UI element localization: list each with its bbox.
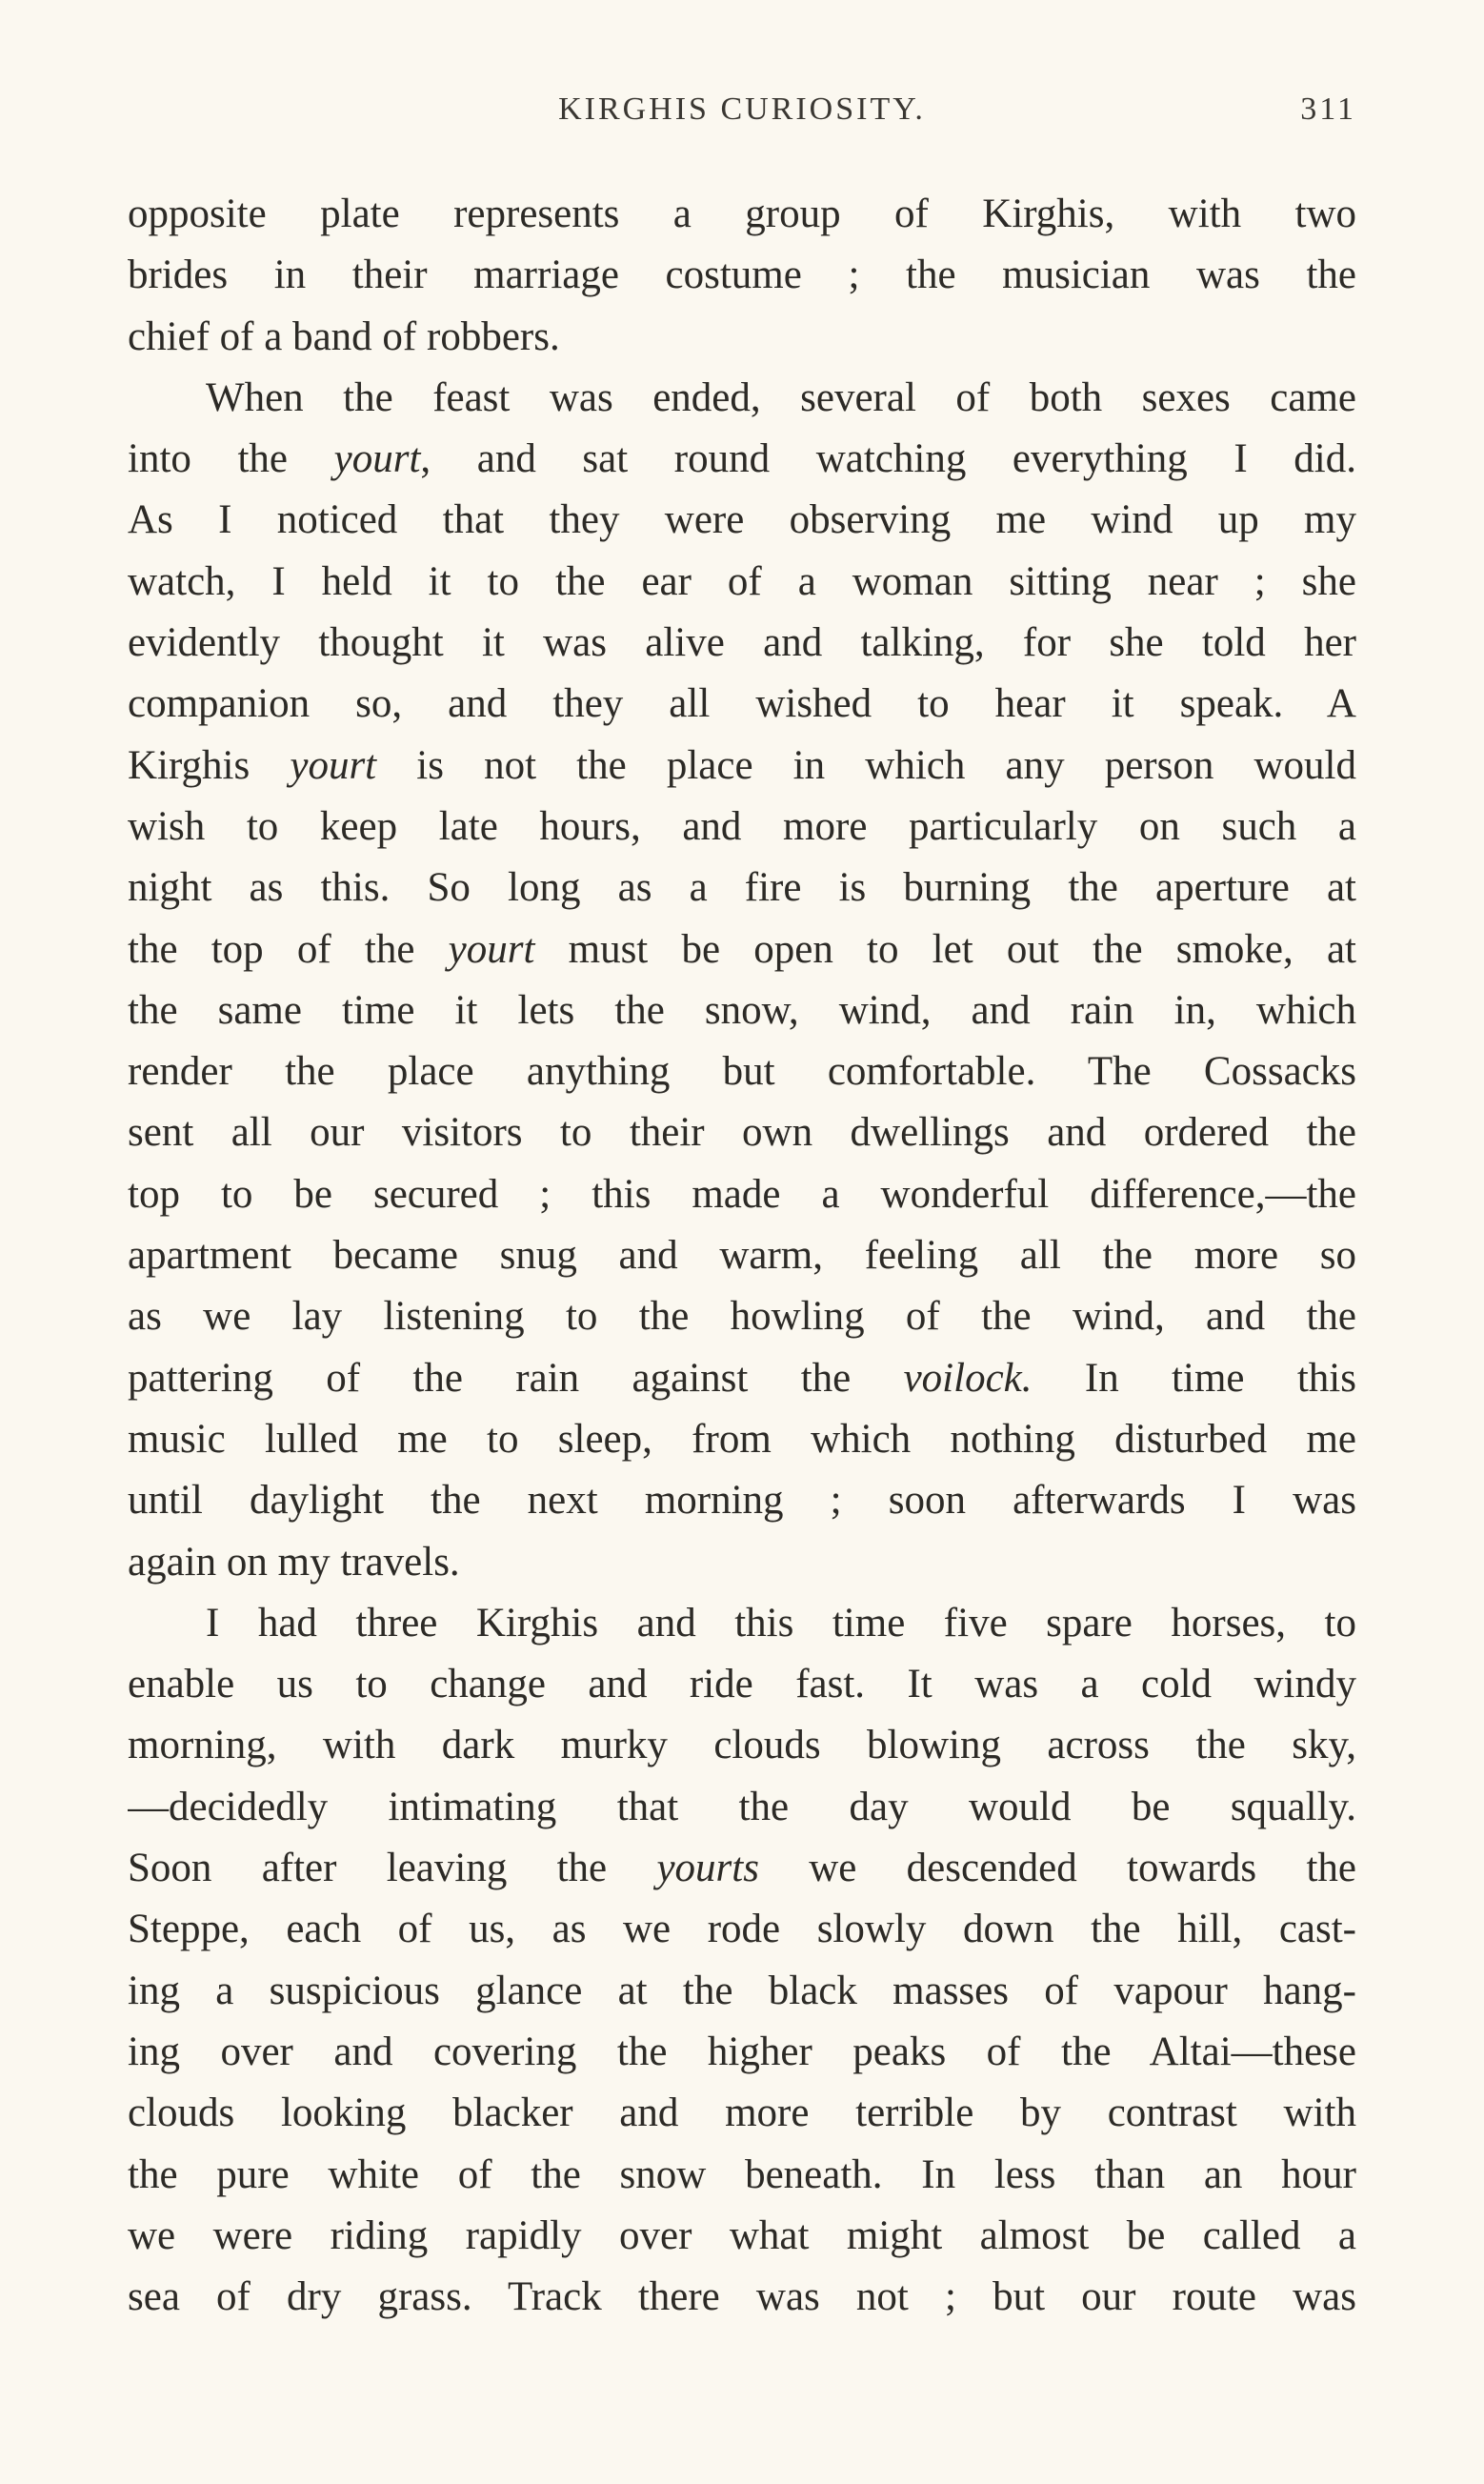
text-segment: Soon after leaving the [128, 1846, 657, 1891]
text-line [128, 184, 1356, 245]
text-segment: the pure white of the snow beneath. In less than an hour [128, 2151, 1356, 2197]
italic-term: voilock. [903, 1355, 1033, 1401]
text-segment: pattering of the rain against the [128, 1355, 904, 1401]
text-segment: clouds looking blacker and more terrible by contrast with [128, 2090, 1356, 2136]
running-title: KIRGHIS CURIOSITY. [558, 91, 926, 127]
text-segment: is not the place in which any person would [376, 742, 1356, 788]
text-segment: enable us to change and ride fast. It was a cold windy [128, 1662, 1356, 1707]
text-segment: When the feast was ended, several of both sexes came [206, 374, 1356, 420]
italic-term: yourts [656, 1846, 759, 1891]
text-line [128, 1532, 1356, 1593]
page-number: 311 [1300, 91, 1356, 127]
text-segment: In time this [1032, 1355, 1356, 1401]
text-segment: top to be secured ; this made a wonderful difference,—the [128, 1171, 1356, 1217]
text-segment: music lulled me to sleep, from which nothing disturbed me [128, 1416, 1356, 1462]
text-segment: the same time it lets the snow, wind, and rain in, which [128, 987, 1356, 1033]
text-line [128, 245, 1356, 306]
text-segment: the top of the [128, 926, 449, 972]
text-segment: ing over and covering the higher peaks of the Altai—these [128, 2029, 1356, 2074]
text-line [128, 1838, 1356, 1899]
text-line [128, 1715, 1356, 1776]
text-segment: companion so, and they all wished to hear it speak. A [128, 681, 1356, 727]
text-line [128, 736, 1356, 797]
text-line [128, 1286, 1356, 1347]
text-line [128, 1041, 1356, 1102]
text-segment: chief of a band of robbers. [128, 313, 560, 359]
text-line [128, 1654, 1356, 1715]
text-segment: we were riding rapidly over what might almost be called a [128, 2212, 1356, 2258]
text-line [128, 1102, 1356, 1163]
text-segment: night as this. So long as a fire is burning the aperture at [128, 865, 1356, 911]
text-segment: sent all our visitors to their own dwellings and ordered the [128, 1110, 1356, 1156]
italic-term: yourt [290, 742, 377, 788]
text-line [128, 2083, 1356, 2144]
text-line [128, 1961, 1356, 2022]
text-segment: again on my travels. [128, 1539, 460, 1585]
text-line [128, 429, 1356, 490]
text-line [128, 1409, 1356, 1470]
text-segment: ing a suspicious glance at the black masses of vapour hang- [128, 1968, 1356, 2013]
text-segment: morning, with dark murky clouds blowing across the sky, [128, 1723, 1356, 1768]
text-segment: Kirghis [128, 742, 291, 788]
text-segment: apartment became snug and warm, feeling all the more so [128, 1233, 1356, 1279]
text-line [128, 368, 1356, 429]
text-segment: brides in their marriage costume ; the musician was the [128, 252, 1356, 298]
italic-term: yourt [333, 436, 421, 482]
text-line [128, 2145, 1356, 2206]
running-head [128, 91, 1356, 139]
text-line [128, 980, 1356, 1041]
text-line [128, 858, 1356, 919]
text-segment: Steppe, each of us, as we rode slowly down the hill, cast- [128, 1907, 1356, 1952]
text-line [128, 674, 1356, 735]
text-line [128, 1225, 1356, 1286]
text-line [128, 1348, 1356, 1409]
text-line [128, 1470, 1356, 1531]
text-line [128, 1593, 1356, 1654]
text-segment: as we lay listening to the howling of the wind, and the [128, 1294, 1356, 1340]
text-segment: into the [128, 436, 334, 482]
text-segment: wish to keep late hours, and more particularly on such a [128, 803, 1356, 849]
italic-term: yourt [448, 926, 535, 972]
text-line [128, 2206, 1356, 2267]
text-line [128, 1899, 1356, 1960]
text-segment: evidently thought it was alive and talking, for she told her [128, 620, 1356, 666]
text-line [128, 307, 1356, 368]
text-segment: we descended towards the [758, 1846, 1356, 1891]
text-segment: render the place anything but comfortable. The Cossacks [128, 1049, 1356, 1095]
text-line [128, 797, 1356, 858]
text-line [128, 552, 1356, 613]
text-segment: , and sat round watching everything I did. [420, 436, 1356, 482]
text-segment: sea of dry grass. Track there was not ; but our route was [128, 2274, 1356, 2320]
text-line [128, 490, 1356, 551]
text-line [128, 919, 1356, 980]
text-line [128, 1777, 1356, 1838]
text-line [128, 2267, 1356, 2328]
text-segment: —decidedly intimating that the day would be squally. [128, 1784, 1356, 1829]
text-segment: opposite plate represents a group of Kirghis, with two [128, 192, 1356, 236]
body-text [128, 184, 1356, 2328]
text-segment: until daylight the next morning ; soon afterwards I was [128, 1478, 1356, 1524]
text-line [128, 613, 1356, 674]
text-line [128, 2022, 1356, 2083]
text-segment: must be open to let out the smoke, at [534, 926, 1356, 972]
text-segment: As I noticed that they were observing me wind up my [128, 497, 1356, 543]
text-line [128, 1164, 1356, 1225]
text-segment: I had three Kirghis and this time five spare horses, to [206, 1600, 1356, 1646]
text-segment: watch, I held it to the ear of a woman sitting near ; she [128, 558, 1356, 604]
